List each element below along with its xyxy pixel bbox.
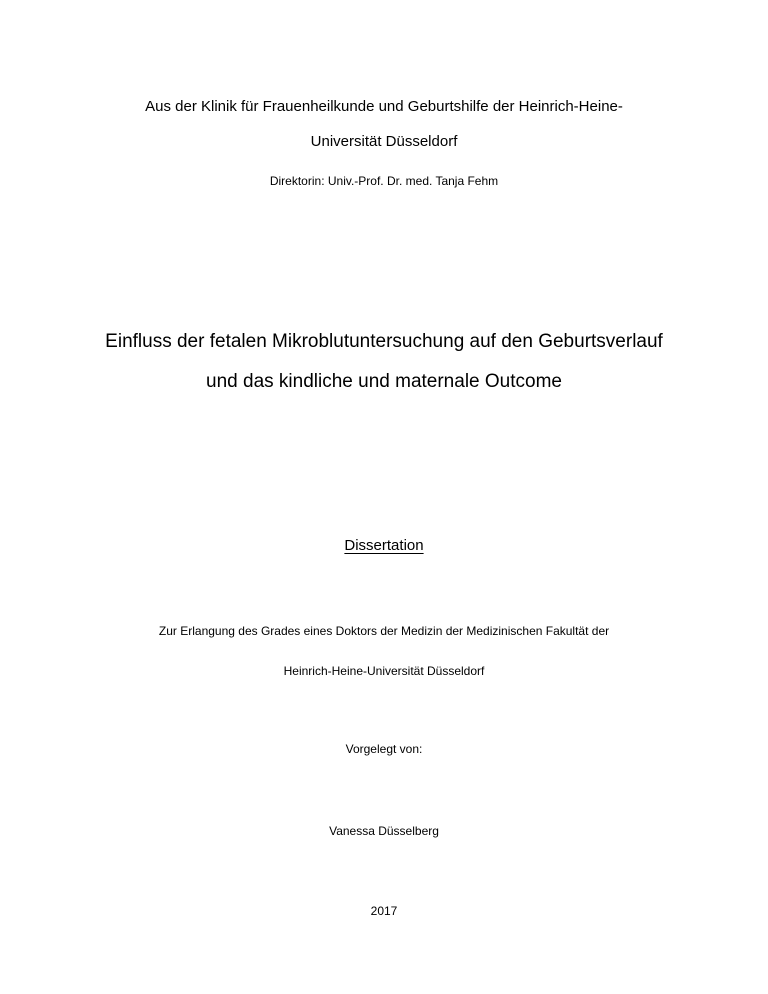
director-line: Direktorin: Univ.-Prof. Dr. med. Tanja Fehm: [269, 174, 499, 188]
author-name: Vanessa Düsselberg: [329, 824, 439, 838]
thesis-title-line-1: Einfluss der fetalen Mikroblutuntersuchung auf den Geburtsverlauf: [105, 331, 663, 352]
thesis-title-line-2: und das kindliche und maternale Outcome: [206, 371, 562, 392]
document-type-label: Dissertation: [344, 537, 424, 554]
document-type: [0, 537, 768, 554]
degree-purpose-line-2: Heinrich-Heine-Universität Düsseldorf: [283, 664, 485, 678]
submitted-by-label: Vorgelegt von:: [345, 742, 423, 756]
clinic-line-1: Aus der Klinik für Frauenheilkunde und Geburtshilfe der Heinrich-Heine-: [145, 98, 623, 115]
submission-year: 2017: [370, 904, 398, 918]
clinic-line-2: Universität Düsseldorf: [310, 133, 458, 150]
degree-purpose-line-1: Zur Erlangung des Grades eines Doktors der Medizin der Medizinischen Fakultät der: [158, 624, 610, 638]
